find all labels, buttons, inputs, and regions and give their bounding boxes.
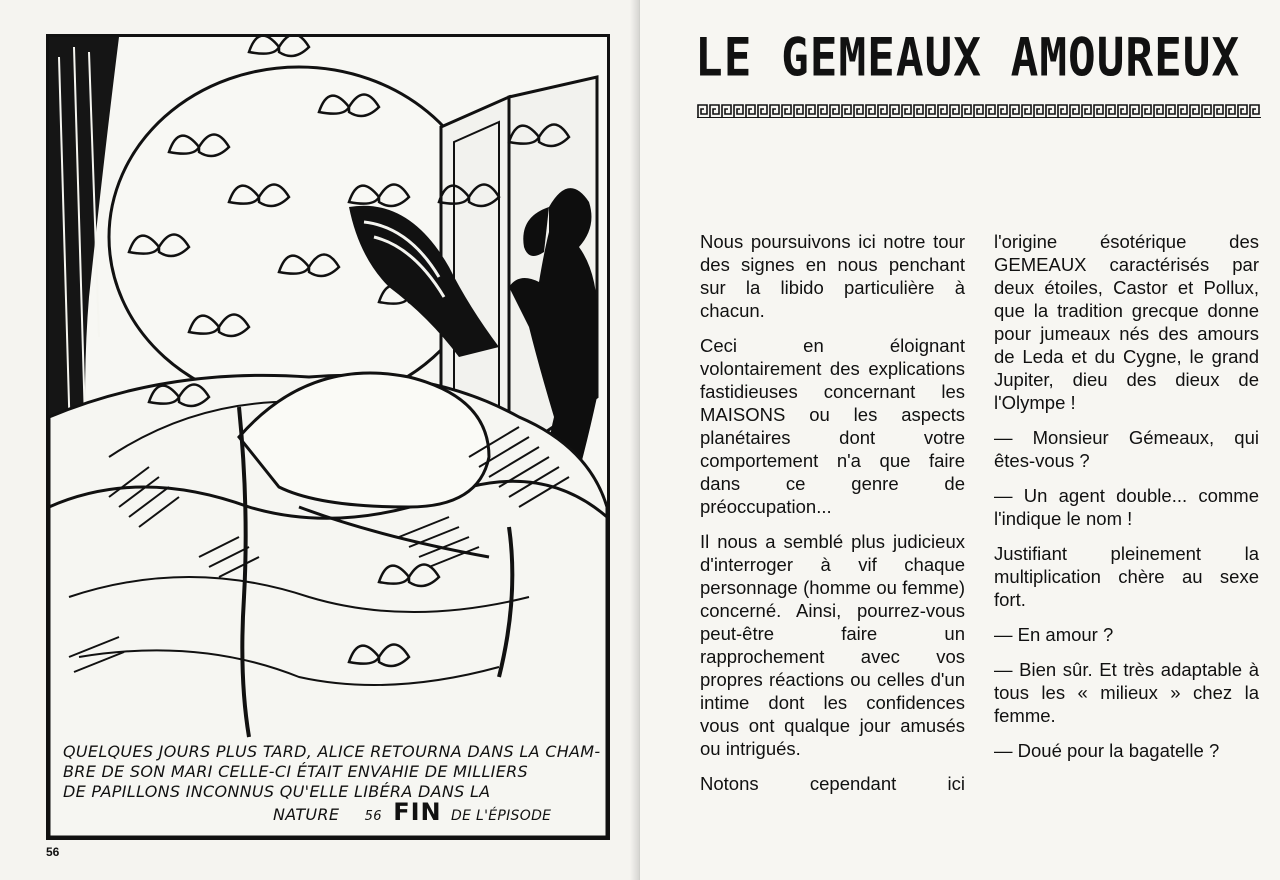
article-column-1 — [700, 230, 965, 807]
comic-illustration — [49, 37, 607, 837]
caption-page-ref: 56 — [364, 809, 382, 824]
left-page-number: 56 — [46, 845, 60, 859]
dialogue-line: — Bien sûr. Et très adaptable à tous les « milieux » chez la femme. — [994, 659, 1259, 726]
fin-label: FIN — [393, 798, 442, 826]
episode-label: DE L'ÉPISODE — [451, 808, 552, 824]
paragraph: l'origine ésotérique des GEMEAUX caractérisés par deux étoiles, Castor et Pollux, que la tradition grecque donne pour jumeaux nés des amours de Leda et du Cygne, le grand Jupiter, dieu des dieux de l'Olympe ! — [994, 231, 1259, 413]
greek-key-border — [697, 104, 1261, 118]
dialogue-line: — Un agent double... comme l'indique le nom ! — [994, 485, 1259, 529]
article-column-2 — [994, 230, 1259, 774]
caption-line-1: QUELQUES JOURS PLUS TARD, ALICE RETOURNA DANS LA CHAM- — [63, 742, 601, 761]
dialogue-line: — Doué pour la bagatelle ? — [994, 740, 1220, 761]
dialogue-line: — Monsieur Gémeaux, qui êtes-vous ? — [994, 427, 1259, 471]
paragraph: Notons cependant ici — [700, 773, 965, 794]
paragraph: Il nous a semblé plus judicieux d'interroger à vif chaque personnage (homme ou femme) concerné. Ainsi, pourrez-vous peut-être faire un rapprochement avec vos propres réactions ou celles d'un intime dont les confidences vous ont qualque jour amusés ou intrigués. — [700, 531, 965, 759]
article-title: LE GEMEAUX AMOUREUX — [695, 26, 1241, 89]
paragraph: Ceci en éloignant volontairement des explications fastidieuses concernant les MAISONS ou les aspects planétaires dont votre comportement n'a que faire dans ce genre de préoccupation... — [700, 335, 965, 517]
comic-panel — [46, 34, 610, 840]
caption-nature-word: NATURE — [273, 805, 340, 824]
paragraph: Justifiant pleinement la multiplication chère au sexe fort. — [994, 543, 1259, 610]
caption-line-3: DE PAPILLONS INCONNUS QU'ELLE LIBÉRA DANS LA — [63, 782, 491, 801]
dialogue-line: — En amour ? — [994, 624, 1114, 645]
comic-caption — [63, 742, 601, 827]
paragraph: Nous poursuivons ici notre tour des signes en nous penchant sur la libido particulière à chacun. — [700, 231, 965, 321]
caption-line-4 — [63, 798, 597, 827]
caption-line-2: BRE DE SON MARI CELLE-CI ÉTAIT ENVAHIE DE MILLIERS — [63, 762, 528, 781]
